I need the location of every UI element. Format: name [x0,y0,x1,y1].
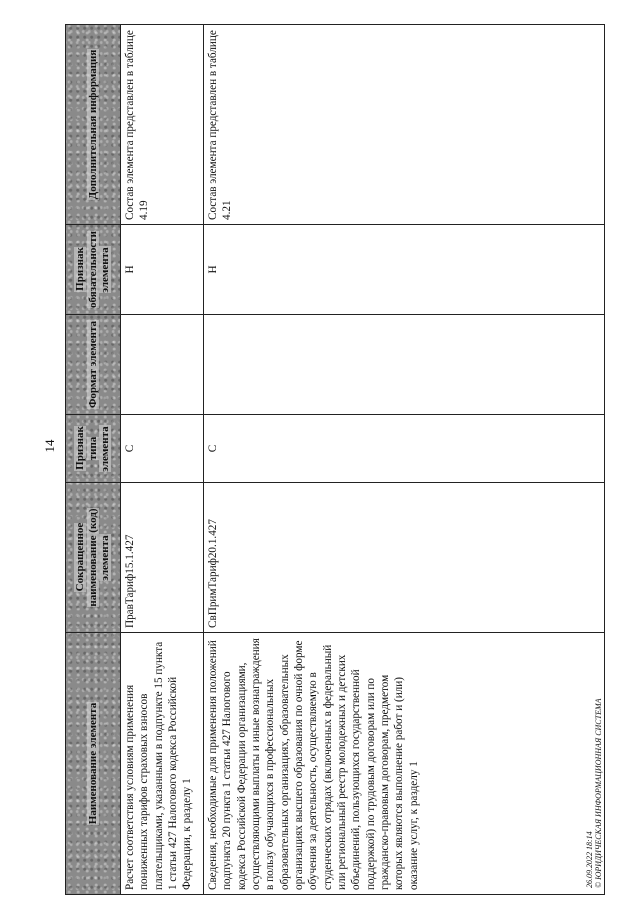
page-number: 14 [42,439,57,453]
cell-element-name: Расчет соответствия условиям применения пониженных тарифов страховых взносов плательщиками, указанными в подпункте 15 пункта 1 статьи 427 Налогового кодекса Российской Федерации, к разделу 1 [121,633,204,895]
header-element-required: Признак обязательности элемента [66,225,121,315]
elements-table-frame [65,25,605,895]
cell-element-type: С [204,415,605,483]
table-row [121,25,204,895]
header-element-format: Формат элемента [66,315,121,415]
header-element-name: Наименование элемента [66,633,121,895]
header-element-type: Признак типа элемента [66,415,121,483]
cell-element-code: СвПримТариф20.1.427 [204,483,605,633]
cell-element-code: ПравТариф15.1.427 [121,483,204,633]
header-additional-info: Дополнительная информация [66,25,121,225]
cell-element-name: Сведения, необходимые для применения положений подпункта 20 пункта 1 статьи 427 Налогового кодекса Российской Федерации организациями, осуществляющими выплаты и иные вознаграждения в пользу обучающихся в профессиональных образовательных организациях, образовательных организациях высшего образования по очной форме обучения за деятельность, осуществляемую в студенческих отрядах (включенных в федеральный или региональный реестр молодежных и детских объединений, пользующихся государственной поддержкой) по трудовым договорам или по гражданско-правовым договорам, предметом которых являются выполнение работ и (или) оказание услуг, к разделу 1 [204,633,605,895]
stamp-datetime: 26.09.2022 18:14 [585,831,594,888]
table-row [204,25,605,895]
cell-element-required: Н [204,225,605,315]
table-header-row [66,25,121,895]
cell-element-format [121,315,204,415]
cell-element-format [204,315,605,415]
cell-additional-info: Состав элемента представлен в таблице 4.21 [204,25,605,225]
print-stamp [585,698,611,890]
cell-element-required: Н [121,225,204,315]
elements-table [65,24,605,895]
header-element-code: Сокращенное наименование (код) элемента [66,483,121,633]
cell-additional-info: Состав элемента представлен в таблице 4.19 [121,25,204,225]
cell-element-type: С [121,415,204,483]
stamp-source: © ЮРИДИЧЕСКАЯ ИНФОРМАЦИОННАЯ СИСТЕМА [594,698,603,888]
